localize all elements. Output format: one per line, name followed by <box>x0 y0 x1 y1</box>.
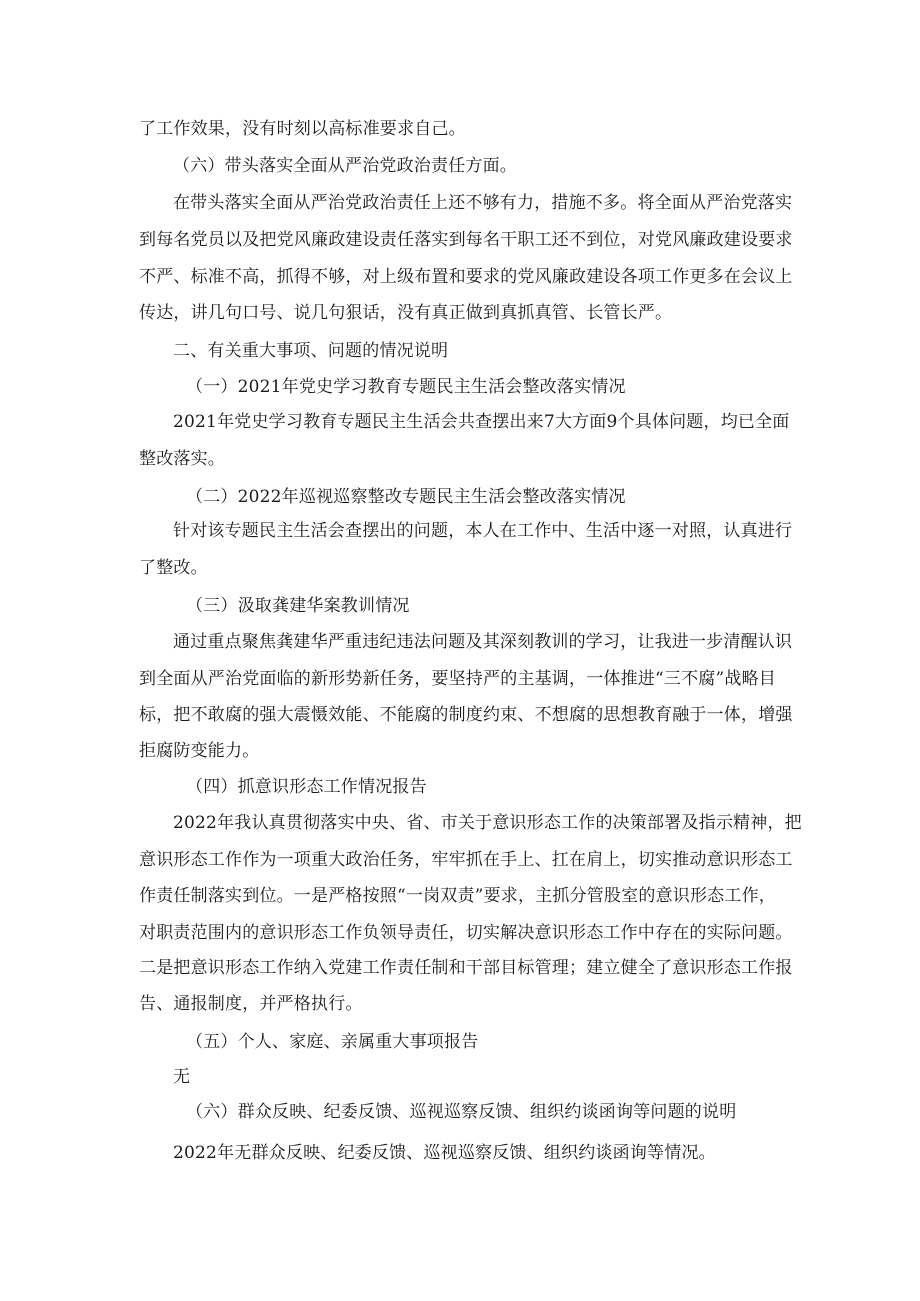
body-text-line: 了工作效果，没有时刻以高标准要求自己。 <box>139 119 466 139</box>
body-text-line: 作责任制落实到位。一是严格按照“一岗双责”要求，主抓分管股室的意识形态工作， <box>139 886 776 906</box>
body-text-line: 了整改。 <box>139 558 208 578</box>
body-text-line: 标，把不敢腐的强大震慑效能、不能腐的制度约束、不想腐的思想教育融于一体，增强 <box>139 705 793 725</box>
body-text-line: 到每名党员以及把党风廉政建设责任落实到每名干职工还不到位，对党风廉政建设要求 <box>139 230 793 250</box>
subsection-heading: （五）个人、家庭、亲属重大事项报告 <box>186 1032 479 1052</box>
body-text-line: 通过重点聚焦龚建华严重违纪违法问题及其深刻教训的学习，让我进一步清醒认识 <box>173 632 793 652</box>
body-text-line: 拒腐防变能力。 <box>139 741 260 761</box>
body-text-line: 意识形态工作作为一项重大政治任务，牢牢抓在手上、扛在肩上，切实推动意识形态工 <box>139 850 793 870</box>
subsection-heading: （六）带头落实全面从严治党政治责任方面。 <box>173 156 517 176</box>
body-text-line: 2021年党史学习教育专题民主生活会共查摆出来7大方面9个具体问题，均已全面 <box>173 412 790 432</box>
body-text-line: 到全面从严治党面临的新形势新任务，要坚持严的主基调，一体推进“三不腐”战略目 <box>139 669 776 689</box>
body-text-line: 2022年我认真贯彻落实中央、省、市关于意识形态工作的决策部署及指示精神，把 <box>173 813 802 833</box>
body-text-line: 传达，讲几句口号、说几句狠话，没有真正做到真抓真管、长管长严。 <box>139 303 673 323</box>
body-text-line: 整改落实。 <box>139 449 225 469</box>
subsection-heading: （二）2022年巡视巡察整改专题民主生活会整改落实情况 <box>186 487 626 507</box>
subsection-heading: （一）2021年党史学习教育专题民主生活会整改落实情况 <box>186 377 626 397</box>
body-text-line: 对职责范围内的意识形态工作负领导责任，切实解决意识形态工作中存在的实际问题。 <box>139 923 793 943</box>
body-text-line: 无 <box>173 1067 191 1087</box>
subsection-heading: （四）抓意识形态工作情况报告 <box>186 777 427 797</box>
subsection-heading: （三）汲取龚建华案教训情况 <box>186 596 410 616</box>
body-text-line: 2022年无群众反映、纪委反馈、巡视巡察反馈、组织约谈函询等情况。 <box>173 1143 716 1163</box>
body-text-line: 告、通报制度，并严格执行。 <box>139 994 363 1014</box>
body-text-line: 在带头落实全面从严治党政治责任上还不够有力，措施不多。将全面从严治党落实 <box>173 193 793 213</box>
section-heading: 二、有关重大事项、问题的情况说明 <box>173 341 449 361</box>
body-text-line: 二是把意识形态工作纳入党建工作责任制和干部目标管理；建立健全了意识形态工作报 <box>139 958 793 978</box>
body-text-line: 不严、标准不高，抓得不够，对上级布置和要求的党风廉政建设各项工作更多在会议上 <box>139 267 793 287</box>
body-text-line: 针对该专题民主生活会查摆出的问题，本人在工作中、生活中逐一对照，认真进行 <box>173 521 793 541</box>
subsection-heading: （六）群众反映、纪委反馈、巡视巡察反馈、组织约谈函询等问题的说明 <box>186 1102 737 1122</box>
